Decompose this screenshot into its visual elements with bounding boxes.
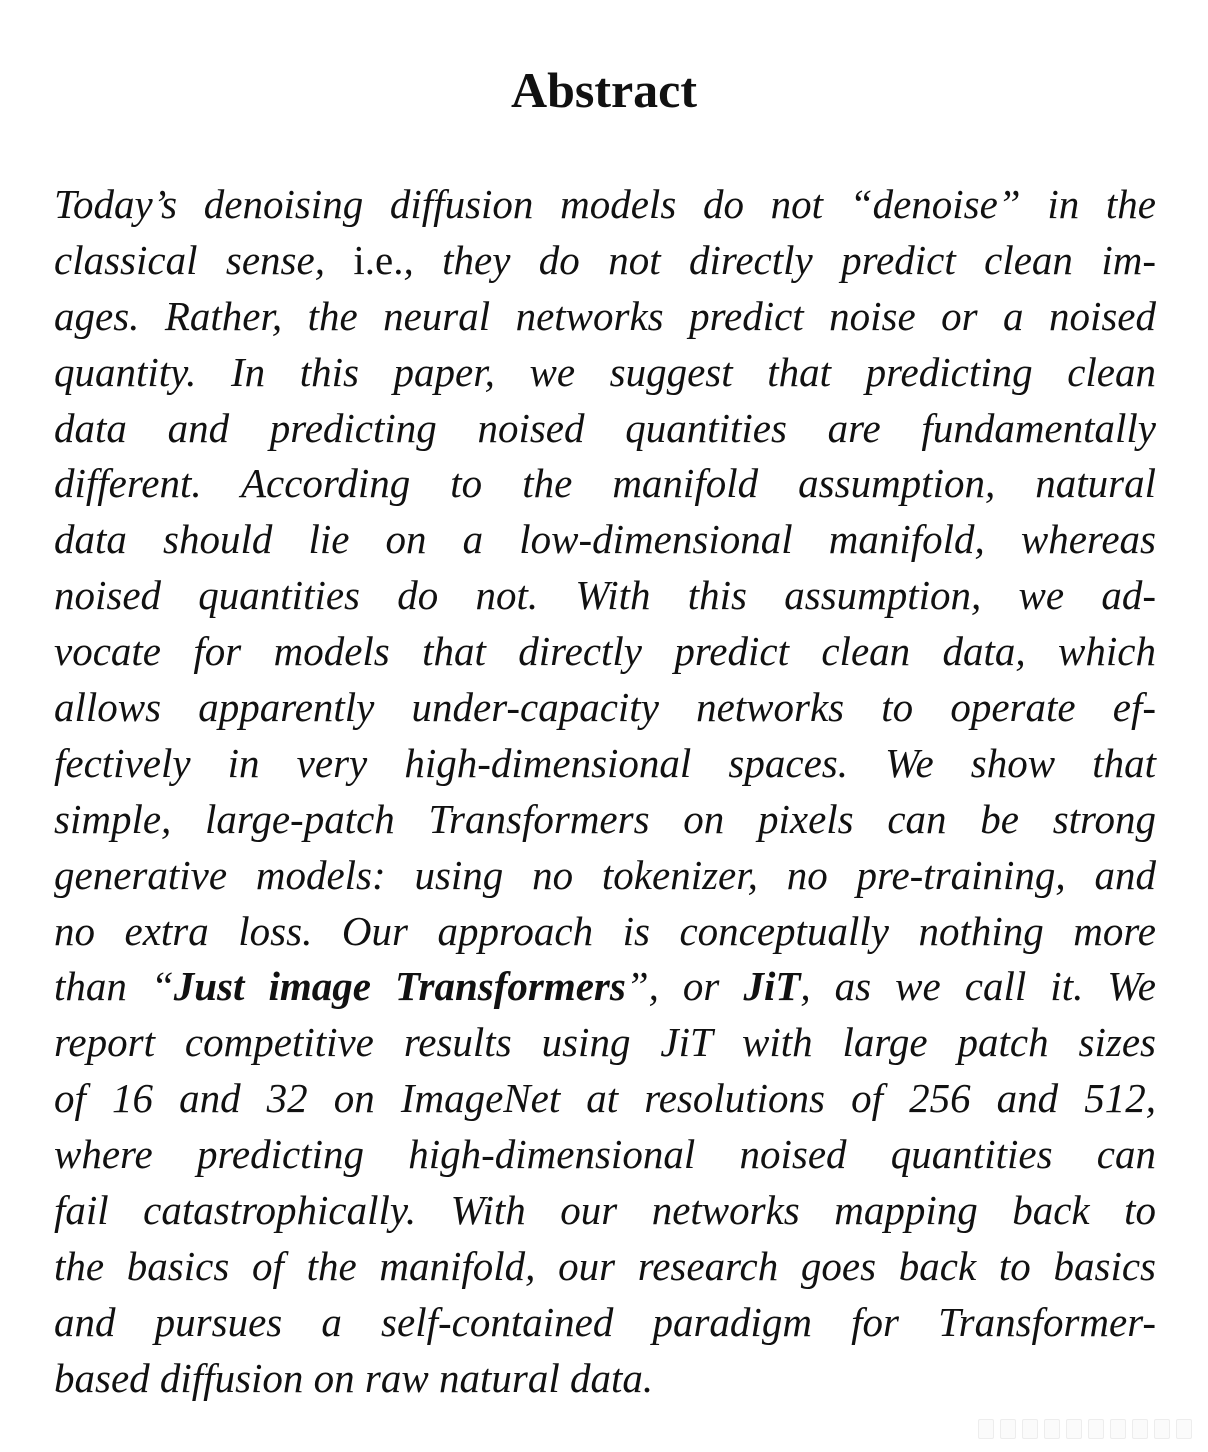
abstract-line: noised quantities do not. With this assumption, we ad- — [54, 572, 1156, 619]
watermark-icon — [978, 1418, 1194, 1440]
section-title: Abstract — [510, 62, 698, 118]
abstract-line: based diffusion on raw natural data. — [54, 1354, 654, 1401]
abstract-text: ”, or — [625, 963, 744, 1010]
watermark-glyph — [1154, 1419, 1170, 1439]
abstract-line: allows apparently under-capacity networks to operate ef- — [54, 684, 1156, 731]
abbreviation-ie: i.e. — [353, 236, 404, 283]
abstract-paragraph — [54, 177, 1156, 1407]
watermark-glyph — [1022, 1419, 1038, 1439]
abstract-line: report competitive results using JiT with large patch sizes — [54, 1019, 1156, 1066]
abstract-line: generative models: using no tokenizer, no pre-training, and — [54, 851, 1156, 898]
abstract-text: , as we call it. We — [800, 963, 1156, 1010]
abstract-line: of 16 and 32 on ImageNet at resolutions of 256 and 512, — [54, 1075, 1156, 1122]
watermark-glyph — [1066, 1419, 1082, 1439]
watermark-glyph — [1088, 1419, 1104, 1439]
abstract-line: different. According to the manifold assumption, natural — [54, 460, 1156, 507]
abstract-line: simple, large-patch Transformers on pixels can be strong — [54, 795, 1156, 842]
abstract-text: , they do not directly predict clean im- — [403, 236, 1156, 283]
abstract-line: ages. Rather, the neural networks predict noise or a noised — [54, 292, 1156, 339]
watermark-glyph — [1110, 1419, 1126, 1439]
abstract-line: and pursues a self-contained paradigm for Transformer- — [54, 1298, 1156, 1345]
abstract-line: where predicting high-dimensional noised quantities can — [54, 1131, 1156, 1178]
abstract-line: Today’s denoising diffusion models do not “denoise” in the — [54, 181, 1156, 227]
abstract-line — [54, 233, 1156, 289]
abstract-line: vocate for models that directly predict clean data, which — [54, 628, 1156, 675]
abstract-line: fail catastrophically. With our networks mapping back to — [54, 1187, 1156, 1234]
abstract-line: data should lie on a low-dimensional manifold, whereas — [54, 516, 1156, 563]
watermark-glyph — [1044, 1419, 1060, 1439]
abstract-text: than “ — [54, 963, 174, 1010]
watermark-glyph — [978, 1419, 994, 1439]
abstract-line: fectively in very high-dimensional spaces. We show that — [54, 739, 1156, 786]
watermark-glyph — [1176, 1419, 1192, 1439]
abstract-line: the basics of the manifold, our research goes back to basics — [54, 1242, 1156, 1289]
method-name-emphasis: Just image Transformers — [173, 963, 626, 1010]
abstract-text: classical sense, — [54, 236, 354, 283]
watermark-glyph — [1000, 1419, 1016, 1439]
abstract-line — [54, 959, 1156, 1015]
abstract-line: data and predicting noised quantities are fundamentally — [54, 404, 1156, 451]
method-acronym: JiT — [743, 963, 801, 1010]
abstract-line: no extra loss. Our approach is conceptually nothing more — [54, 907, 1156, 954]
abstract-line: quantity. In this paper, we suggest that predicting clean — [54, 348, 1156, 395]
watermark-glyph — [1132, 1419, 1148, 1439]
